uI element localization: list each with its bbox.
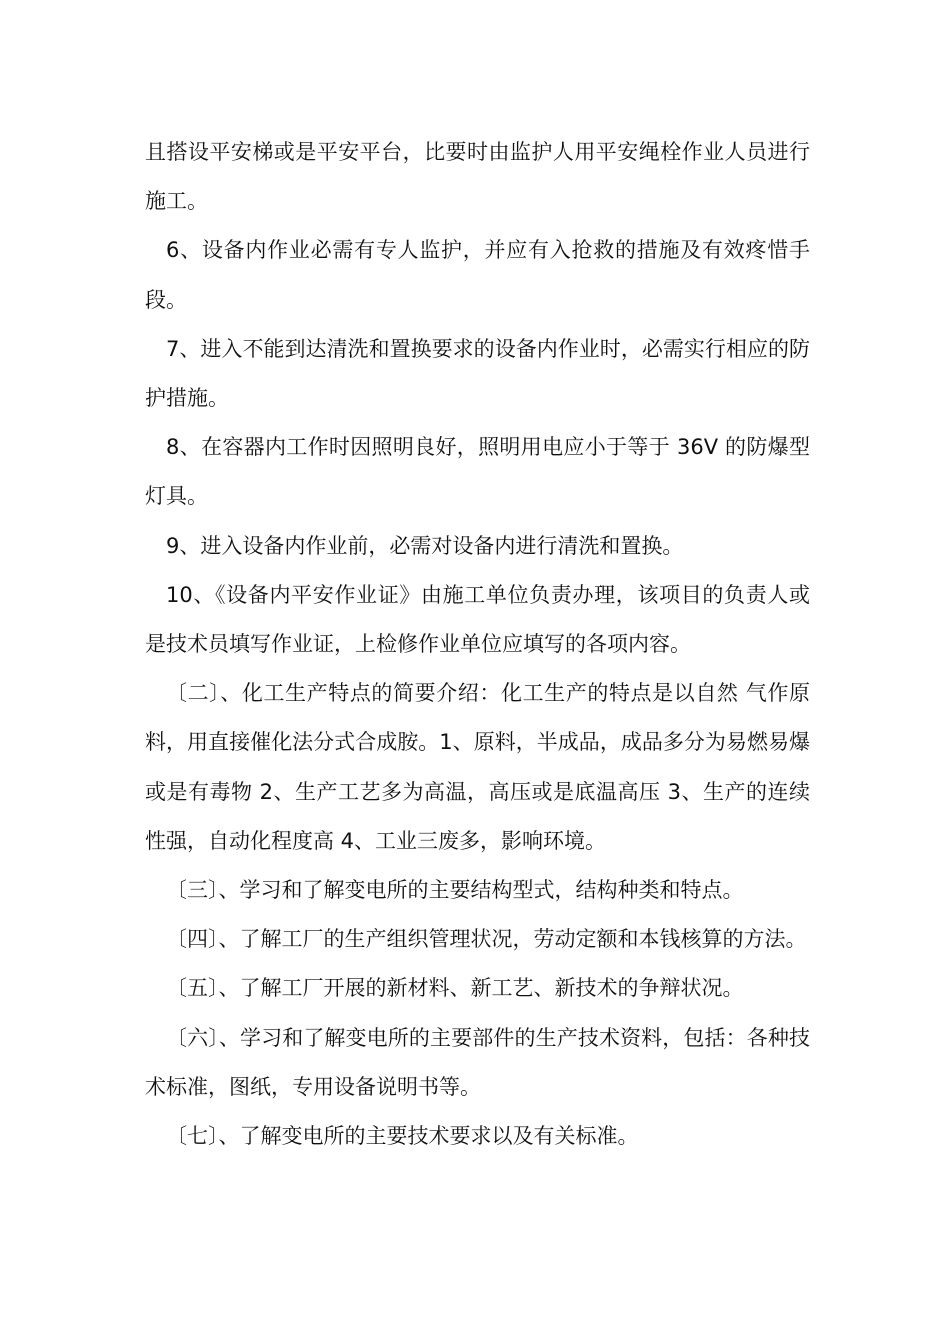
paragraph-8: 〔三〕、学习和了解变电所的主要结构型式，结构种类和特点。 <box>166 878 744 903</box>
paragraph-3: 7、进入不能到达清洗和置换要求的设备内作业时，必需实行相应的防护措施。 <box>145 336 810 411</box>
paragraph-12: 〔七〕、了解变电所的主要技术要求以及有关标准。 <box>166 1124 639 1149</box>
paragraph-4: 8、在容器内工作时因照明良好，照明用电应小于等于 36V 的防爆型灯具。 <box>145 435 810 509</box>
document-body <box>145 128 810 1161</box>
paragraph-11: 〔六〕、学习和了解变电所的主要部件的生产技术资料，包括：各种技术标准，图纸，专用设备说明书等。 <box>145 1025 810 1099</box>
paragraph-9: 〔四〕、了解工厂的生产组织管理状况，劳动定额和本钱核算的方法。 <box>166 927 807 952</box>
paragraph-1: 且搭设平安梯或是平安平台，比要时由监护人用平安绳栓作业人员进行施工。 <box>145 140 810 214</box>
paragraph-5: 9、进入设备内作业前，必需对设备内进行清洗和置换。 <box>166 533 684 558</box>
paragraph-10: 〔五〕、了解工厂开展的新材料、新工艺、新技术的争辩状况。 <box>166 976 744 1001</box>
paragraph-7: 〔二〕、化工生产特点的简要介绍：化工生产的特点是以自然 气作原料，用直接催化法分式合成胺。1、原料，半成品，成品多分为易燃易爆或是有毒物 2、生产工艺多为高温，高压或是底温高压 3、生产的连续性强，自动化程度高 4、工业三废多，影响环境。 <box>145 681 810 853</box>
paragraph-2: 6、设备内作业必需有专人监护，并应有入抢救的措施及有效疼惜手段。 <box>145 238 810 312</box>
paragraph-6: 10、《设备内平安作业证》由施工单位负责办理，该项目的负责人或是技术员填写作业证，上检修作业单位应填写的各项内容。 <box>145 582 810 657</box>
